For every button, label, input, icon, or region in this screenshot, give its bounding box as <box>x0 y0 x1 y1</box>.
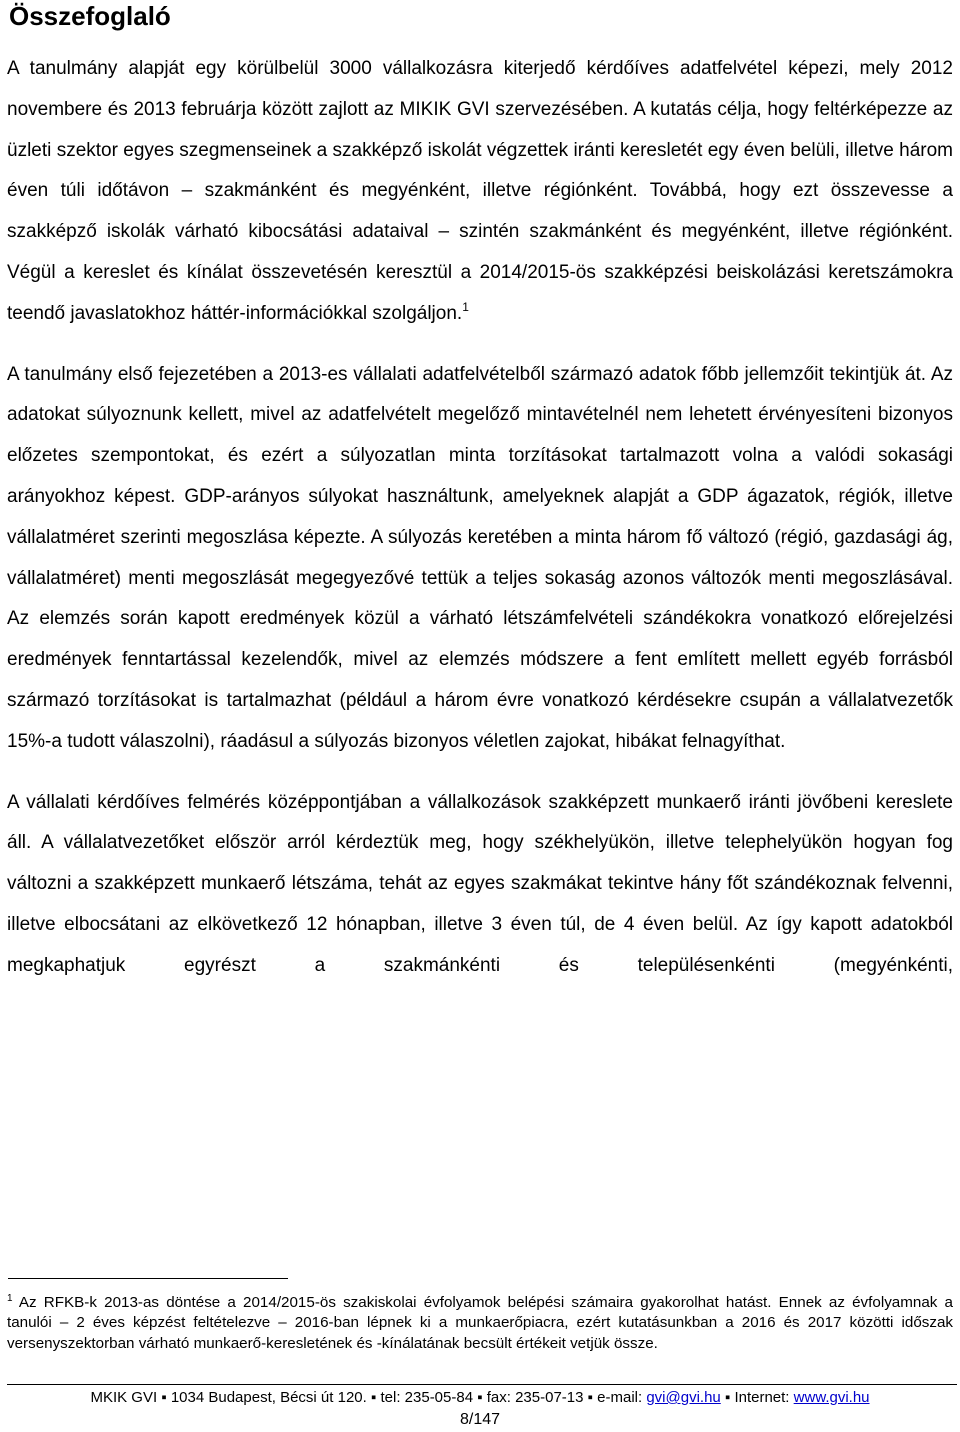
page-title: Összefoglaló <box>9 1 171 31</box>
footer-email-link[interactable]: gvi@gvi.hu <box>646 1389 721 1406</box>
paragraph-1 <box>7 49 953 335</box>
footer-tel: tel: 235-05-84 <box>380 1389 474 1406</box>
footnote-text: Az RFKB-k 2013-as döntése a 2014/2015-ös szakiskolai évfolyamok belépési számaira gyakorolhat hatást. Ennek az évfolyamnak a tanulói – 2 éves képzést feltételezve – 2016-ban lépnek ki a munkaerőpiacra, ezért kutatásunkban a 2016 és 2017 közötti időszak versenyszektorban várható munkaerő-keresletének és -kínálatának becsült értékeit vetjük össze. <box>7 1294 953 1352</box>
footnote <box>7 1293 953 1354</box>
footer-separator: ▪ <box>370 1389 377 1406</box>
document-body <box>7 49 953 987</box>
footer-separator: ▪ <box>724 1389 731 1406</box>
footer-fax: fax: 235-07-13 <box>486 1389 584 1406</box>
page-number: 8/147 <box>459 1411 501 1428</box>
footer-address: 1034 Budapest, Bécsi út 120. <box>170 1389 367 1406</box>
paragraph-1-text: A tanulmány alapját egy körülbelül 3000 vállalkozásra kiterjedő kérdőíves adatfelvétel képezi, mely 2012 novembere és 2013 februárja között zajlott az MIKIK GVI szervezésében. A kutatás célja, hogy feltérképezze az üzleti szektor egyes szegmenseinek a szakképző iskolát végzettek iránti keresletét egy éven belüli, illetve három éven túli időtávon – szakmánként és megyénként, illetve régiónként. Továbbá, hogy ezt összevesse a szakképző iskolák várható kibocsátási adataival – szintén szakmánként és megyénként, illetve régiónként. Végül a kereslet és kínálat összevetésén keresztül a 2014/2015-ös szakképzési beiskolázási keretszámokra teendő javaslatokhoz háttér-információkkal szolgáljon. <box>7 58 953 324</box>
footer-divider <box>7 1384 957 1385</box>
paragraph-2: A tanulmány első fejezetében a 2013-es vállalati adatfelvételből származó adatok főbb jellemzőit tekintjük át. Az adatokat súlyoznunk kellett, mivel az adatfelvételt megelőző mintavételnél nem lehetett érvényesíteni bizonyos előzetes szempontokat, és ezért a súlyozatlan minta torzításokat tartalmazott volna a valódi sokasági arányokhoz képest. GDP-arányos súlyokat használtunk, amelyeknek alapját a GDP ágazatok, régiók, illetve vállalatméret szerinti megoszlása képezte. A súlyozás keretében a minta három fő változó (régió, gazdasági ág, vállalatméret) menti megoszlását megegyezővé tettük a teljes sokaság azonos változók menti megoszlásával. Az elemzés során kapott eredmények közül a várható létszámfelvételi szándékokra vonatkozó előrejelzési eredmények fenntartással kezelendők, mivel az elemzés módszere a fent említett mellett egyéb forrásból származó torzításokat is tartalmazhat (például a három évre vonatkozó kérdésekre csupán a vállalatvezetők 15%-a tudott válaszolni), ráadásul a súlyozás bizonyos véletlen zajokat, hibákat felnagyíthat. <box>7 363 953 752</box>
footnote-reference[interactable]: 1 <box>462 299 469 314</box>
paragraph-3: A vállalati kérdőíves felmérés középpontjában a vállalkozások szakképzett munkaerő iránti jövőbeni kereslete áll. A vállalatvezetőket először arról kérdeztük meg, hogy székhelyükön, illetve telephelyükön hogyan fog változni a szakképzett munkaerő létszáma, tehát az egyes szakmákat tekintve hány főt szándékoznak felvenni, illetve elbocsátani az elkövetkező 12 hónapban, illetve 3 éven túl, de 4 éven belül. Az így kapott adatokból megkaphatjuk egyrészt a szakmánkénti és településenkénti (megyénkénti, <box>7 791 953 976</box>
page-footer <box>0 1388 960 1408</box>
footer-email-label: e-mail: <box>597 1389 643 1406</box>
footer-separator: ▪ <box>477 1389 483 1406</box>
footer-separator: ▪ <box>587 1389 593 1406</box>
footer-separator: ▪ <box>161 1389 167 1406</box>
footnote-separator <box>8 1278 288 1279</box>
footer-internet-label: Internet: <box>734 1389 790 1406</box>
footer-org: MKIK GVI <box>90 1389 158 1406</box>
footnote-number: 1 <box>7 1293 13 1304</box>
footer-website-link[interactable]: www.gvi.hu <box>793 1389 870 1406</box>
